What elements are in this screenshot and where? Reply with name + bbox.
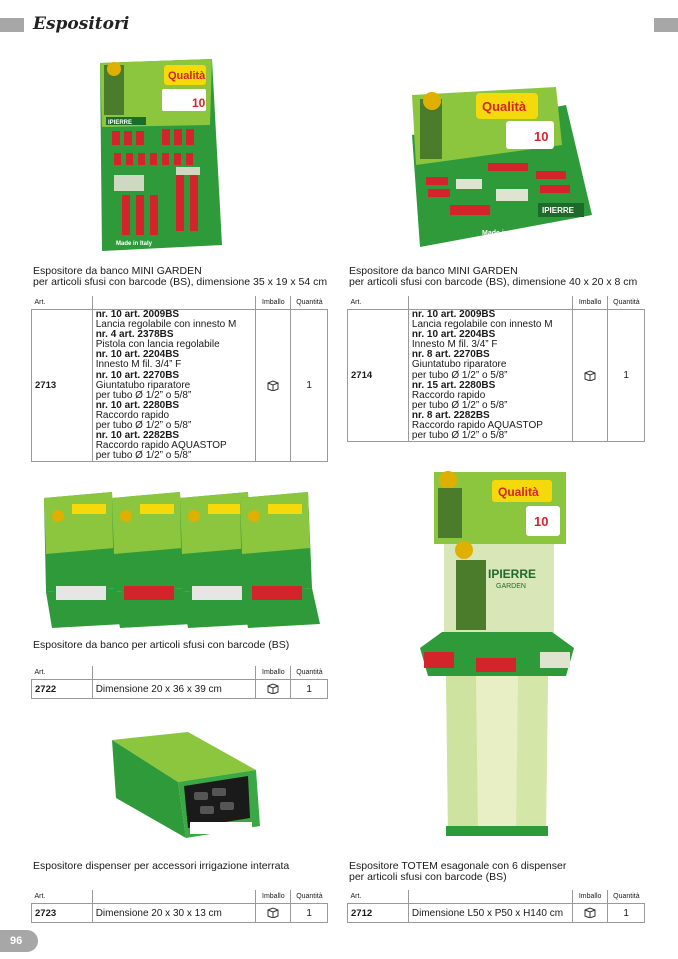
- product-description-2712: Espositore TOTEM esagonale con 6 dispenser per articoli sfusi con barcode (BS): [349, 860, 567, 883]
- packaging-box-icon: [256, 680, 291, 699]
- badge-number-3: 10: [534, 514, 549, 529]
- spec-table-2722: Art. Imballo Quantità 2722 Dimensione 20 x 36 x 39 cm 1: [31, 666, 328, 699]
- art-code: 2723: [32, 904, 93, 923]
- spec-table-2723: Art. Imballo Quantità 2723 Dimensione 20 x 30 x 13 cm 1: [31, 890, 328, 923]
- qualita-label: Qualità: [168, 70, 206, 82]
- quantity-value: 1: [291, 680, 328, 699]
- product-image-2714: [406, 85, 598, 250]
- kit-item-description: Lancia regolabile con innesto M: [95, 319, 237, 331]
- kit-item-code: nr. 8 art. 2282BS: [411, 409, 490, 421]
- kit-item-code: nr. 10 art. 2270BS: [95, 369, 180, 381]
- product-description-2714: Espositore da banco MINI GARDEN per articoli sfusi con barcode (BS), dimensione 40 x 20 x 8 cm: [349, 265, 638, 288]
- kit-item-description: Giuntatubo riparatore: [95, 379, 191, 391]
- badge-number: 10: [192, 96, 206, 110]
- header-tab-left: [0, 18, 24, 32]
- kit-item-description: Innesto M fil. 3/4” F: [95, 359, 182, 371]
- quantity-value: 1: [608, 310, 645, 442]
- kit-contents: [408, 310, 572, 442]
- quantity-value: 1: [608, 904, 645, 923]
- kit-contents: [92, 310, 256, 462]
- kit-item-description: Raccordo rapido AQUASTOP: [411, 420, 543, 432]
- kit-item-code: nr. 10 art. 2009BS: [411, 309, 496, 320]
- ipierre-logo: IPIERRE: [108, 120, 133, 126]
- dimension-text: Dimensione 20 x 30 x 13 cm: [92, 904, 256, 923]
- kit-item-description: Pistola con lancia regolabile: [95, 339, 220, 351]
- kit-item-description: Raccordo rapido: [95, 409, 170, 421]
- packaging-box-icon: [573, 310, 608, 442]
- dimension-text: Dimensione L50 x P50 x H140 cm: [408, 904, 572, 923]
- quantity-value: 1: [291, 310, 328, 462]
- ipierre-logo-2: IPIERRE: [542, 206, 575, 215]
- packaging-box-icon: [256, 310, 291, 462]
- kit-item-description: Lancia regolabile con innesto M: [411, 319, 553, 331]
- quantity-value: 1: [291, 904, 328, 923]
- kit-item-description: per tubo Ø 1/2” o 5/8”: [411, 369, 508, 381]
- product-description-2723: Espositore dispenser per accessori irrigazione interrata: [33, 860, 290, 872]
- art-code: 2712: [348, 904, 409, 923]
- art-code: 2722: [32, 680, 93, 699]
- made-in-italy-label: Made in Italy: [116, 241, 153, 247]
- product-image-2712: [416, 470, 578, 842]
- kit-item-code: nr. 8 art. 2270BS: [411, 349, 490, 361]
- kit-item-description: per tubo Ø 1/2” o 5/8”: [95, 450, 192, 462]
- dimension-text: Dimensione 20 x 36 x 39 cm: [92, 680, 256, 699]
- kit-item-description: Innesto M fil. 3/4” F: [411, 339, 498, 351]
- qualita-label-2: Qualità: [482, 99, 527, 114]
- kit-item-code: nr. 4 art. 2378BS: [95, 329, 174, 341]
- section-title: Espositori: [33, 14, 130, 34]
- kit-item-description: Giuntatubo riparatore: [411, 359, 507, 371]
- kit-item-code: nr. 10 art. 2009BS: [95, 309, 180, 320]
- kit-item-description: per tubo Ø 1/2” o 5/8”: [411, 430, 508, 442]
- kit-item-code: nr. 10 art. 2282BS: [95, 430, 180, 442]
- packaging-box-icon: [573, 904, 608, 923]
- product-description-2722: Espositore da banco per articoli sfusi con barcode (BS): [33, 639, 290, 651]
- product-image-2723: [108, 730, 266, 842]
- header-tab-right: [654, 18, 678, 32]
- kit-item-code: nr. 10 art. 2204BS: [411, 329, 496, 341]
- kit-item-code: nr. 10 art. 2204BS: [95, 349, 180, 361]
- ipierre-logo-3: IPIERRE: [488, 567, 537, 581]
- product-image-2722: [40, 488, 320, 628]
- kit-item-code: nr. 15 art. 2280BS: [411, 379, 496, 391]
- art-code: 2713: [32, 310, 93, 462]
- qualita-label-3: Qualità: [498, 485, 539, 499]
- kit-item-description: per tubo Ø 1/2” o 5/8”: [411, 399, 508, 411]
- badge-number-2: 10: [534, 129, 549, 144]
- page-number: 96: [0, 930, 38, 952]
- kit-item-description: per tubo Ø 1/2” o 5/8”: [95, 389, 192, 401]
- made-in-italy-label-2: Made in Italy: [482, 230, 525, 237]
- packaging-box-icon: [256, 904, 291, 923]
- kit-item-description: per tubo Ø 1/2” o 5/8”: [95, 420, 192, 432]
- product-image-2713: [92, 55, 232, 255]
- art-code: 2714: [348, 310, 409, 442]
- spec-table-2714: Art. Imballo Quantità 2714 nr. 10 art. 2009BS Lancia regolabile con innesto M nr. 10 art. 2204BS Innesto M fil. 3/4” F nr. 8 art. 2270BS Giuntatubo riparatore per tubo Ø 1/2” o 5/8” nr. 15 art. 2280BS Raccordo rapido per tubo Ø 1/2” o 5/8” nr. 8 art. 2282BS Raccordo rapido AQUASTOP per tubo Ø 1/2” o 5/8” 1: [347, 296, 645, 442]
- kit-item-description: Raccordo rapido AQUASTOP: [95, 440, 227, 452]
- kit-item-code: nr. 10 art. 2280BS: [95, 399, 180, 411]
- garden-logo: GARDEN: [496, 583, 526, 590]
- kit-item-description: Raccordo rapido: [411, 389, 486, 401]
- gardener-hat: [107, 62, 121, 76]
- product-description-2713: Espositore da banco MINI GARDEN per articoli sfusi con barcode (BS), dimensione 35 x 19 x 54 cm: [33, 265, 328, 288]
- spec-table-2712: Art. Imballo Quantità 2712 Dimensione L50 x P50 x H140 cm 1: [347, 890, 645, 923]
- spec-table-2713: Art. Imballo Quantità 2713 nr. 10 art. 2009BS Lancia regolabile con innesto M nr. 4 art. 2378BS Pistola con lancia regolabile nr. 10 art. 2204BS Innesto M fil. 3/4” F nr. 10 art. 2270BS Giuntatubo riparatore per tubo Ø 1/2” o 5/8” nr. 10 art. 2280BS Raccordo rapido per tubo Ø 1/2” o 5/8” nr. 10 art. 2282BS Raccordo rapido AQUASTOP per tubo Ø 1/2” o 5/8” 1: [31, 296, 328, 462]
